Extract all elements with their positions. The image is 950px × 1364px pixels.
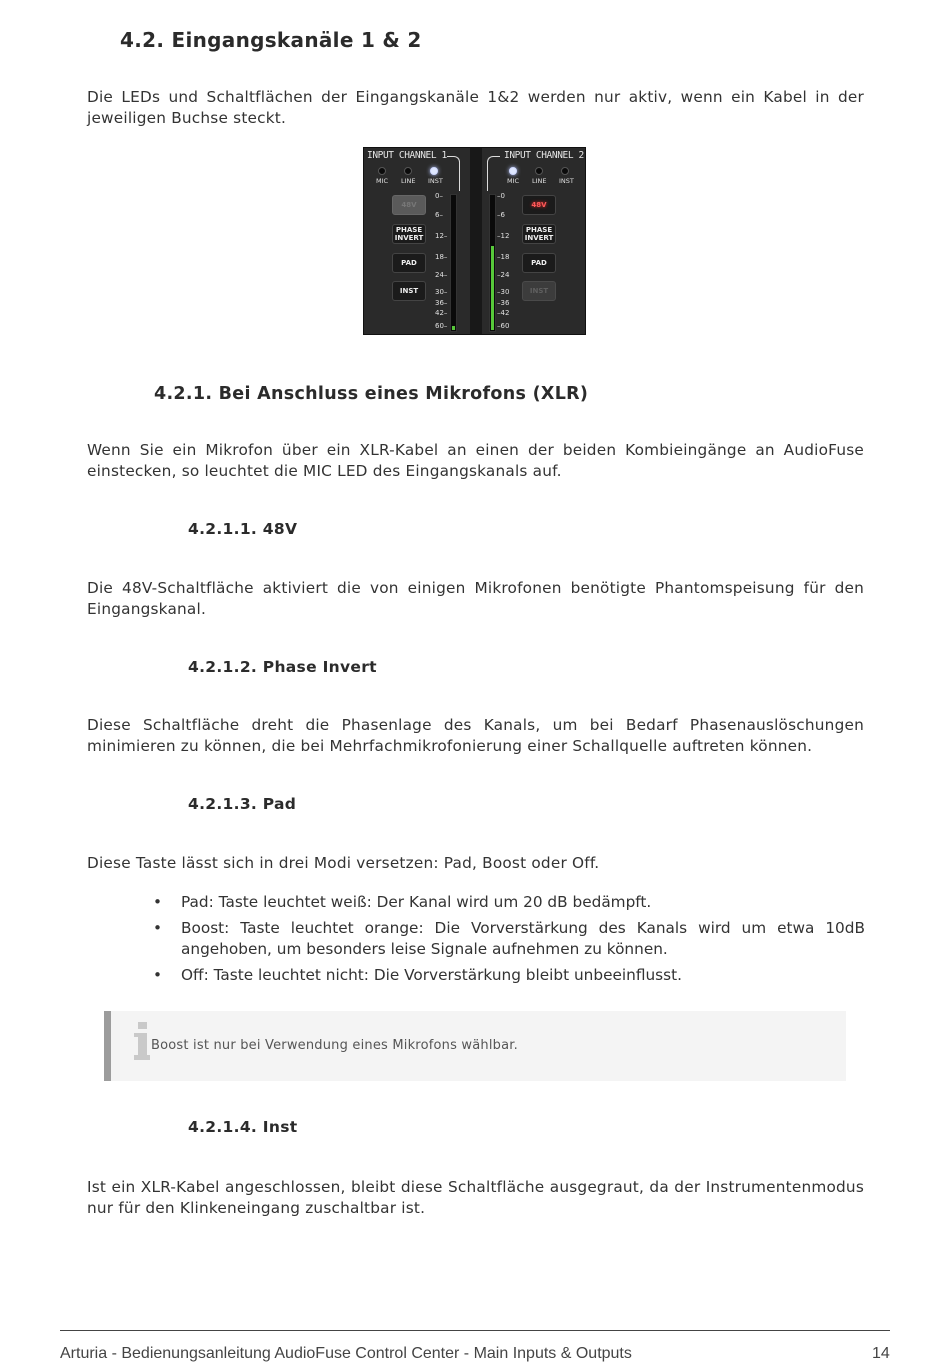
level-meter-2 bbox=[489, 194, 496, 332]
footer-divider bbox=[60, 1330, 890, 1331]
line-led-label: LINE bbox=[532, 177, 547, 185]
list-item: • Boost: Taste leuchtet orange: Die Vorverstärkung des Kanals wird um etwa 10dB angehoben, um besonders leise Signale aufnehmen zu können. bbox=[153, 918, 865, 960]
mic-paragraph: Wenn Sie ein Mikrofon über ein XLR-Kabel an einen der beiden Kombieingänge an AudioFuse einstecken, so leuchtet die MIC LED des Eingangskanals auf. bbox=[87, 441, 864, 480]
pad-button[interactable]: PAD bbox=[522, 253, 556, 273]
phase-invert-button[interactable]: PHASE INVERT bbox=[522, 224, 556, 244]
subsection-heading-mic: 4.2.1. Bei Anschluss eines Mikrofons (XLR) bbox=[154, 384, 589, 404]
pad-button[interactable]: PAD bbox=[392, 253, 426, 273]
meter-tick-label: 42– bbox=[435, 309, 448, 317]
meter-tick-label: 12– bbox=[435, 232, 448, 240]
line-led bbox=[404, 167, 412, 175]
meter-tick-label: 60– bbox=[435, 322, 448, 330]
meter-tick-label: 6– bbox=[435, 211, 443, 219]
phase-invert-button[interactable]: PHASE INVERT bbox=[392, 224, 426, 244]
48v-button[interactable]: 48V bbox=[392, 195, 426, 215]
meter-tick-label: –12 bbox=[497, 232, 510, 240]
mic-led bbox=[378, 167, 386, 175]
meter-tick-label: –30 bbox=[497, 288, 510, 296]
inst-led-label: INST bbox=[428, 177, 443, 185]
level-meter-1-fill bbox=[452, 326, 455, 330]
meter-tick-label: 0– bbox=[435, 192, 443, 200]
pad-mode-list bbox=[153, 892, 865, 991]
heading-48v: 4.2.1.1. 48V bbox=[188, 520, 298, 538]
meter-tick-label: –0 bbox=[497, 192, 505, 200]
list-item: • Pad: Taste leuchtet weiß: Der Kanal wird um 20 dB bedämpft. bbox=[153, 892, 865, 913]
meter-tick-label: –36 bbox=[497, 299, 510, 307]
list-item: • Off: Taste leuchtet nicht: Die Vorverstärkung bleibt unbeeinflusst. bbox=[153, 965, 865, 986]
mic-led-label: MIC bbox=[507, 177, 520, 185]
meter-tick-label: 30– bbox=[435, 288, 448, 296]
section-heading bbox=[120, 28, 422, 52]
48v-button[interactable]: 48V bbox=[522, 195, 556, 215]
page-number: 14 bbox=[872, 1345, 890, 1362]
meter-tick-label: –60 bbox=[497, 322, 510, 330]
input-channels-panel bbox=[363, 147, 586, 335]
paragraph-pad: Diese Taste lässt sich in drei Modi versetzen: Pad, Boost oder Off. bbox=[87, 854, 600, 872]
channel-1-bracket bbox=[447, 156, 460, 191]
mic-led bbox=[509, 167, 517, 175]
footer-text: Arturia - Bedienungsanleitung AudioFuse Control Center - Main Inputs & Outputs bbox=[60, 1345, 632, 1362]
paragraph-48v: Die 48V-Schaltfläche aktiviert die von einigen Mikrofonen benötigte Phantomspeisung für den Eingangskanal. bbox=[87, 579, 864, 618]
meter-tick-label: 18– bbox=[435, 253, 448, 261]
section-title: Eingangskanäle 1 & 2 bbox=[171, 28, 422, 52]
channel-2-bracket bbox=[487, 156, 500, 191]
meter-tick-label: –42 bbox=[497, 309, 510, 317]
inst-button[interactable]: INST bbox=[522, 281, 556, 301]
line-led-label: LINE bbox=[401, 177, 416, 185]
input-channel-1 bbox=[364, 148, 470, 334]
section-number: 4.2. bbox=[120, 28, 165, 52]
inst-led bbox=[430, 167, 438, 175]
mic-led-label: MIC bbox=[376, 177, 389, 185]
note-text: Boost ist nur bei Verwendung eines Mikrofons wählbar. bbox=[151, 1038, 518, 1053]
meter-tick-label: –6 bbox=[497, 211, 505, 219]
intro-paragraph: Die LEDs und Schaltflächen der Eingangskanäle 1&2 werden nur aktiv, wenn ein Kabel in der jeweiligen Buchse steckt. bbox=[87, 88, 864, 127]
inst-button[interactable]: INST bbox=[392, 281, 426, 301]
channel-divider bbox=[470, 148, 482, 334]
line-led bbox=[535, 167, 543, 175]
channel-1-title: INPUT CHANNEL 1 bbox=[367, 150, 447, 161]
level-meter-2-fill bbox=[491, 246, 494, 330]
heading-phase-invert: 4.2.1.2. Phase Invert bbox=[188, 658, 377, 676]
heading-pad: 4.2.1.3. Pad bbox=[188, 795, 297, 813]
paragraph-inst: Ist ein XLR-Kabel angeschlossen, bleibt diese Schaltfläche ausgegraut, da der Instrumentenmodus nur für den Klinkeneingang zuschaltbar ist. bbox=[87, 1178, 864, 1217]
meter-tick-label: 36– bbox=[435, 299, 448, 307]
inst-led bbox=[561, 167, 569, 175]
inst-led-label: INST bbox=[559, 177, 574, 185]
info-icon bbox=[133, 1022, 153, 1062]
heading-inst: 4.2.1.4. Inst bbox=[188, 1118, 298, 1136]
meter-tick-label: 24– bbox=[435, 271, 448, 279]
info-note bbox=[104, 1011, 846, 1081]
channel-2-title: INPUT CHANNEL 2 bbox=[504, 150, 584, 161]
paragraph-phase-invert: Diese Schaltfläche dreht die Phasenlage des Kanals, um bei Bedarf Phasenauslöschungen minimieren zu können, die bei Mehrfachmikrofonierung einer Schallquelle auftreten können. bbox=[87, 716, 864, 755]
input-channel-2 bbox=[482, 148, 585, 334]
meter-tick-label: –24 bbox=[497, 271, 510, 279]
meter-tick-label: –18 bbox=[497, 253, 510, 261]
level-meter-1 bbox=[450, 194, 457, 332]
